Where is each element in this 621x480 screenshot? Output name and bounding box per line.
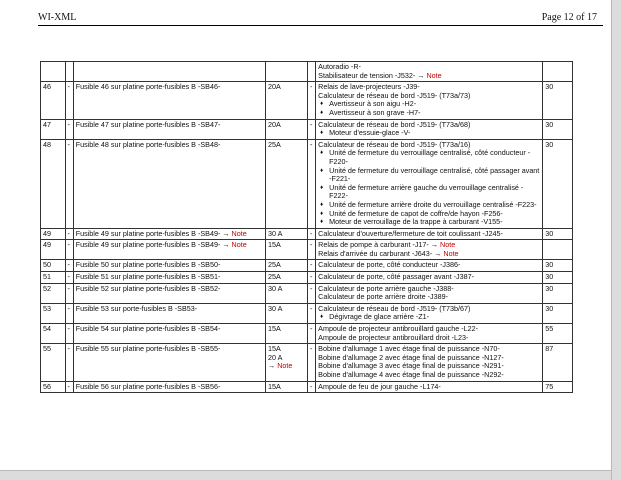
amperage-line <box>268 285 305 294</box>
circuit-text: Dégivrage de glace arrière -Z1- <box>329 312 430 322</box>
fuse-amperage <box>266 119 308 139</box>
circuit-text: Bobine d'allumage 4 avec étage final de puissance -N292- <box>318 370 504 379</box>
table-row <box>41 303 573 323</box>
circuit-line <box>318 334 540 343</box>
fuse-location <box>73 324 265 344</box>
fuse-number: 53 <box>41 303 66 323</box>
fuse-location <box>73 381 265 393</box>
fuse-number: 51 <box>41 272 66 284</box>
circuit-text: Avertisseur à son grave -H7- <box>329 107 421 117</box>
amperage-line <box>268 83 305 92</box>
fuse-number: 50 <box>41 260 66 272</box>
circuit-line <box>318 230 540 239</box>
circuit-line <box>318 383 540 392</box>
circuit-description <box>316 240 543 260</box>
dash-cell: - <box>307 228 315 240</box>
circuit-text: Calculateur de réseau de bord -J519- (T73b/67) <box>318 303 471 313</box>
component-list <box>318 100 540 117</box>
viewer-frame-right <box>611 0 621 480</box>
fuse-number: 49 <box>41 228 66 240</box>
circuit-text: Unité de fermeture du verrouillage centralisé, côté passager avant -F221- <box>329 165 540 184</box>
wiring-section <box>543 62 573 82</box>
amperage-line <box>268 362 305 371</box>
circuit-text: Bobine d'allumage 1 avec étage final de puissance -N70- <box>318 344 500 354</box>
amperage-line <box>268 273 305 282</box>
amperage-line <box>268 230 305 239</box>
fuse-location-text: Fusible 56 sur platine porte-fusibles B -SB56- <box>75 381 221 391</box>
dash-cell: - <box>307 381 315 393</box>
wiring-section: 30 <box>543 82 573 119</box>
fuse-location-text: Fusible 53 sur porte-fusibles B -SB53- <box>75 303 198 313</box>
fuse-number: 52 <box>41 283 66 303</box>
table-row <box>41 324 573 344</box>
circuit-text: Bobine d'allumage 3 avec étage final de puissance -N291- <box>318 361 504 371</box>
circuit-description <box>316 344 543 381</box>
document-header-title: WI-XML <box>38 12 77 23</box>
dash-cell: - <box>307 119 315 139</box>
dash-cell: - <box>65 303 73 323</box>
list-item <box>329 129 540 138</box>
fuse-location-text: Fusible 51 sur platine porte-fusibles B -SB51- <box>75 272 221 282</box>
fuse-location <box>73 344 265 381</box>
circuit-description <box>316 119 543 139</box>
list-item <box>329 167 540 184</box>
circuit-description <box>316 272 543 284</box>
amperage-value: 25A <box>268 139 281 149</box>
table-row <box>41 82 573 119</box>
amperage-value: 15A <box>268 381 281 391</box>
note-link[interactable]: Note <box>231 240 247 250</box>
note-link[interactable]: Note <box>277 361 293 371</box>
note-link[interactable]: Note <box>443 248 459 258</box>
note-link[interactable]: Note <box>440 240 456 250</box>
circuit-text: Ampoule de projecteur antibrouillard droit -L23- <box>318 332 469 342</box>
fuse-amperage <box>266 303 308 323</box>
circuit-description <box>316 62 543 82</box>
fuse-location <box>73 240 265 260</box>
dash-cell: - <box>65 381 73 393</box>
circuit-description <box>316 303 543 323</box>
table-row <box>41 381 573 393</box>
fuse-amperage <box>266 272 308 284</box>
fuse-location-text: Fusible 52 sur platine porte-fusibles B -SB52- <box>75 283 221 293</box>
amperage-value: 30 A <box>268 283 283 293</box>
fuse-location-text: Fusible 54 sur platine porte-fusibles B -SB54- <box>75 324 221 334</box>
dash-cell: - <box>307 139 315 228</box>
fuse-table <box>40 61 573 393</box>
table-row <box>41 272 573 284</box>
amperage-line <box>268 241 305 250</box>
wiring-section: 30 <box>543 139 573 228</box>
circuit-description <box>316 381 543 393</box>
fuse-number: 48 <box>41 139 66 228</box>
circuit-text: Relais de lave-projecteurs -J39- <box>318 82 420 92</box>
circuit-line <box>318 250 540 259</box>
circuit-text: Calculateur de réseau de bord -J519- (T73a/68) <box>318 119 471 129</box>
fuse-number: 47 <box>41 119 66 139</box>
dash-cell: - <box>65 272 73 284</box>
circuit-description <box>316 228 543 240</box>
component-list <box>318 313 540 322</box>
circuit-text: Stabilisateur de tension -J532- → <box>318 70 427 80</box>
fuse-amperage <box>266 344 308 381</box>
amperage-line <box>268 325 305 334</box>
amperage-value: 15A <box>268 344 281 354</box>
fuse-table-body <box>41 62 573 393</box>
fuse-location <box>73 119 265 139</box>
circuit-text: Unité de fermeture de capot de coffre/de hayon -F256- <box>329 208 503 218</box>
fuse-amperage <box>266 324 308 344</box>
fuse-location <box>73 139 265 228</box>
amperage-line <box>268 141 305 150</box>
fuse-amperage <box>266 283 308 303</box>
fuse-location <box>73 228 265 240</box>
circuit-description <box>316 324 543 344</box>
amperage-value: 15A <box>268 324 281 334</box>
amperage-line <box>268 121 305 130</box>
list-item <box>329 149 540 166</box>
wiring-section: 87 <box>543 344 573 381</box>
circuit-text: Calculateur de porte arrière gauche -J388- <box>318 283 454 293</box>
circuit-text: Moteur d'essuie-glace -V- <box>329 128 411 138</box>
fuse-location <box>73 62 265 82</box>
wiring-section: 30 <box>543 260 573 272</box>
fuse-amperage <box>266 260 308 272</box>
table-row <box>41 283 573 303</box>
dash-cell: - <box>65 240 73 260</box>
table-row <box>41 260 573 272</box>
circuit-text: Ampoule de projecteur antibrouillard gauche -L22- <box>318 324 478 334</box>
dash-cell: - <box>65 344 73 381</box>
fuse-location-text: Fusible 47 sur platine porte-fusibles B -SB47- <box>75 119 221 129</box>
dash-cell: - <box>65 324 73 344</box>
circuit-text: Calculateur de porte, côté passager avant -J387- <box>318 272 474 282</box>
circuit-line <box>318 293 540 302</box>
circuit-text: Calculateur de réseau de bord -J519- (T73a/73) <box>318 90 471 100</box>
circuit-description <box>316 260 543 272</box>
fuse-amperage <box>266 228 308 240</box>
circuit-text: Unité de fermeture arrière gauche du verrouillage centralisé -F222- <box>329 182 524 201</box>
dash-cell: - <box>65 139 73 228</box>
component-list <box>318 129 540 138</box>
wiring-section: 30 <box>543 272 573 284</box>
circuit-text: Relais de pompe à carburant -J17- → <box>318 240 441 250</box>
list-item <box>329 218 540 227</box>
circuit-description <box>316 283 543 303</box>
dash-cell <box>65 62 73 82</box>
table-row <box>41 119 573 139</box>
dash-cell: - <box>307 303 315 323</box>
fuse-amperage <box>266 381 308 393</box>
amperage-value: 20A <box>268 119 281 129</box>
circuit-text: Bobine d'allumage 2 avec étage final de puissance -N127- <box>318 352 504 362</box>
amperage-line <box>268 383 305 392</box>
fuse-location <box>73 283 265 303</box>
amperage-value: 20 A <box>268 352 283 362</box>
list-item <box>329 109 540 118</box>
amperage-value: 20A <box>268 82 281 92</box>
wiring-section: 55 <box>543 324 573 344</box>
fuse-location-text: Fusible 55 sur platine porte-fusibles B -SB55- <box>75 344 221 354</box>
amperage-value: 30 A <box>268 228 283 238</box>
circuit-text: Calculateur de porte arrière droite -J389- <box>318 292 448 302</box>
circuit-text: Calculateur d'ouverture/fermeture de toit coulissant -J245- <box>318 228 503 238</box>
circuit-line <box>318 273 540 282</box>
fuse-location-text: Fusible 46 sur platine porte-fusibles B -SB46- <box>75 82 221 92</box>
note-link[interactable]: Note <box>426 70 442 80</box>
fuse-location <box>73 260 265 272</box>
fuse-number: 56 <box>41 381 66 393</box>
fuse-number: 49 <box>41 240 66 260</box>
dash-cell: - <box>65 283 73 303</box>
table-row <box>41 62 573 82</box>
wiring-section: 30 <box>543 119 573 139</box>
amperage-value: 25A <box>268 272 281 282</box>
fuse-number <box>41 62 66 82</box>
circuit-text: Autoradio -R- <box>318 62 361 71</box>
fuse-amperage <box>266 240 308 260</box>
fuse-amperage <box>266 139 308 228</box>
dash-cell: - <box>307 272 315 284</box>
list-item <box>329 184 540 201</box>
header-rule <box>38 25 603 26</box>
circuit-text: Calculateur de porte, côté conducteur -J386- <box>318 260 461 270</box>
dash-cell: - <box>307 240 315 260</box>
fuse-location <box>73 272 265 284</box>
dash-cell: - <box>307 260 315 272</box>
dash-cell: - <box>307 82 315 119</box>
wiring-section <box>543 240 573 260</box>
dash-cell: - <box>65 119 73 139</box>
fuse-amperage <box>266 62 308 82</box>
fuse-number: 54 <box>41 324 66 344</box>
fuse-number: 55 <box>41 344 66 381</box>
amperage-value: → <box>268 361 278 371</box>
amperage-line <box>268 305 305 314</box>
circuit-text: Avertisseur à son aigu -H2- <box>329 99 417 109</box>
fuse-location-text: Fusible 48 sur platine porte-fusibles B -SB48- <box>75 139 221 149</box>
wiring-section: 75 <box>543 381 573 393</box>
dash-cell: - <box>307 324 315 344</box>
wiring-section: 30 <box>543 228 573 240</box>
circuit-text: Calculateur de réseau de bord -J519- (T73a/16) <box>318 139 471 149</box>
circuit-line <box>318 371 540 380</box>
note-link[interactable]: Note <box>231 228 247 238</box>
dash-cell: - <box>307 283 315 303</box>
table-row <box>41 139 573 228</box>
dash-cell: - <box>65 228 73 240</box>
amperage-line <box>268 261 305 270</box>
circuit-text: Unité de fermeture arrière droite du verrouillage centralisé -F223- <box>329 199 537 209</box>
fuse-location <box>73 303 265 323</box>
table-row <box>41 240 573 260</box>
table-row <box>41 344 573 381</box>
fuse-location <box>73 82 265 119</box>
circuit-line <box>318 72 540 81</box>
dash-cell: - <box>307 344 315 381</box>
fuse-location-text: Fusible 49 sur platine porte-fusibles B -SB49- → <box>75 228 232 238</box>
amperage-value: 25A <box>268 260 281 270</box>
amperage-value: 30 A <box>268 303 283 313</box>
circuit-text: Ampoule de feu de jour gauche -L174- <box>318 381 441 391</box>
wiring-section: 30 <box>543 303 573 323</box>
circuit-text: Relais d'arrivée du carburant -J643- → <box>318 248 444 258</box>
dash-cell <box>307 62 315 82</box>
circuit-line <box>318 261 540 270</box>
list-item <box>329 313 540 322</box>
wiring-section: 30 <box>543 283 573 303</box>
circuit-description <box>316 139 543 228</box>
circuit-description <box>316 82 543 119</box>
amperage-value: 15A <box>268 240 281 250</box>
fuse-number: 46 <box>41 82 66 119</box>
viewer-frame-bottom <box>0 470 611 480</box>
circuit-text: Unité de fermeture du verrouillage centralisé, côté conducteur -F220- <box>329 148 531 166</box>
dash-cell: - <box>65 260 73 272</box>
component-list <box>318 149 540 226</box>
fuse-location-text: Fusible 50 sur platine porte-fusibles B -SB50- <box>75 260 221 270</box>
fuse-location-text: Fusible 49 sur platine porte-fusibles B -SB49- → <box>75 240 232 250</box>
page-indicator: Page 12 of 17 <box>541 12 597 23</box>
table-row <box>41 228 573 240</box>
fuse-amperage <box>266 82 308 119</box>
circuit-text: Moteur de verrouillage de la trappe à carburant -V155- <box>329 217 503 227</box>
dash-cell: - <box>65 82 73 119</box>
